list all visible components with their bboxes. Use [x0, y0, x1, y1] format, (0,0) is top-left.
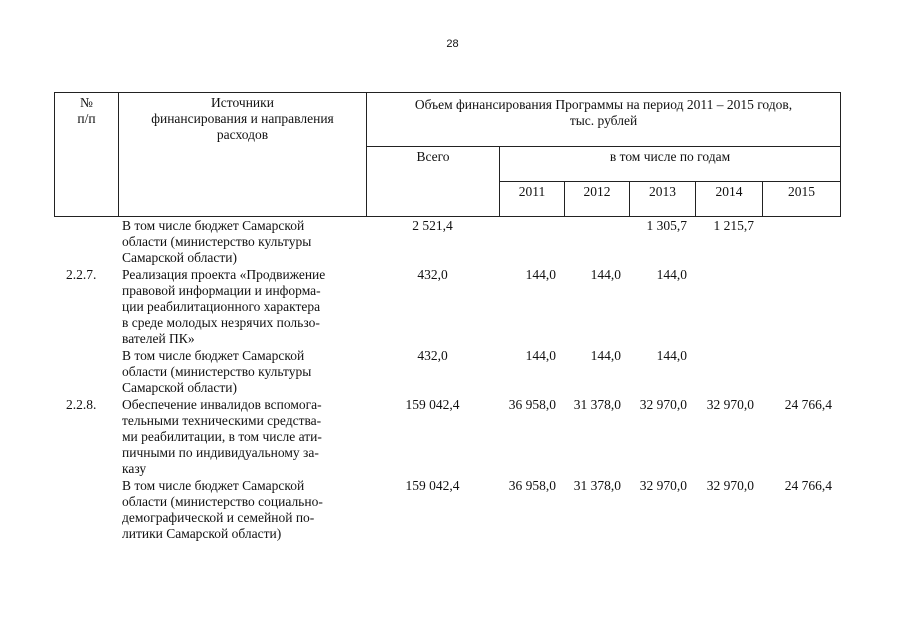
row-number [54, 477, 118, 542]
table-body [54, 218, 840, 542]
row-2014: 32 970,0 [706, 478, 754, 493]
row-2011: 144,0 [525, 267, 556, 282]
row-2012: 31 378,0 [573, 478, 621, 493]
row-2015: 24 766,4 [784, 478, 832, 493]
header-year-2012: 2012 [565, 182, 630, 217]
row-2013: 1 305,7 [646, 218, 687, 233]
header-volume: Объем финансирования Программы на период 2011 – 2015 годов, тыс. рублей [367, 93, 841, 147]
table-row [54, 347, 840, 396]
row-2011: 144,0 [525, 348, 556, 363]
header-year-2011: 2011 [500, 182, 565, 217]
row-total: 2 521,4 [412, 218, 453, 233]
row-2013: 32 970,0 [639, 397, 687, 412]
row-2012: 31 378,0 [573, 397, 621, 412]
row-2011: 36 958,0 [508, 478, 556, 493]
header-year-2015: 2015 [763, 182, 841, 217]
header-total: Всего [367, 147, 500, 217]
row-2013: 144,0 [656, 267, 687, 282]
row-2014 [695, 347, 762, 396]
row-2015 [762, 347, 840, 396]
row-description: Обеспечение инвалидов вспомога- тельными техническими средства- ми реабилитации, в том числе ати- пичными по индивидуальному за- казу [122, 397, 322, 476]
table-row [54, 477, 840, 542]
row-2012: 144,0 [590, 348, 621, 363]
header-sources-column: Источники финансирования и направления расходов [119, 93, 367, 217]
row-2014: 1 215,7 [713, 218, 754, 233]
row-2011: 36 958,0 [508, 397, 556, 412]
row-2015 [762, 266, 840, 347]
row-description: В том числе бюджет Самарской области (министерство социально- демографической и семейной по- литики Самарской области) [122, 478, 323, 541]
row-2011 [499, 218, 564, 266]
row-2012 [564, 218, 629, 266]
row-2014: 32 970,0 [706, 397, 754, 412]
table-row [54, 396, 840, 477]
row-2012: 144,0 [590, 267, 621, 282]
row-number [54, 347, 118, 396]
row-2013: 144,0 [656, 348, 687, 363]
row-2013: 32 970,0 [639, 478, 687, 493]
header-year-2014: 2014 [696, 182, 763, 217]
row-total: 432,0 [417, 348, 448, 363]
row-total: 159 042,4 [405, 478, 460, 493]
row-description: Реализация проекта «Продвижение правовой информации и информа- ции реабилитационного характера в среде молодых незрячих пользо- вателей ПК» [122, 267, 326, 346]
row-total: 159 042,4 [405, 397, 460, 412]
row-number: 2.2.7. [66, 267, 97, 282]
row-number [54, 218, 118, 266]
table-row [54, 266, 840, 347]
page-number: 28 [446, 38, 459, 50]
row-total: 432,0 [417, 267, 448, 282]
row-description: В том числе бюджет Самарской области (министерство культуры Самарской области) [122, 218, 312, 265]
header-by-years: в том числе по годам [500, 147, 841, 182]
row-2015 [762, 218, 840, 266]
table-header [54, 92, 841, 217]
row-number: 2.2.8. [66, 397, 97, 412]
row-2015: 24 766,4 [784, 397, 832, 412]
header-year-2013: 2013 [630, 182, 696, 217]
row-description: В том числе бюджет Самарской области (министерство культуры Самарской области) [122, 348, 312, 395]
row-2014 [695, 266, 762, 347]
table-row [54, 218, 840, 266]
header-number-column: № п/п [55, 93, 119, 217]
